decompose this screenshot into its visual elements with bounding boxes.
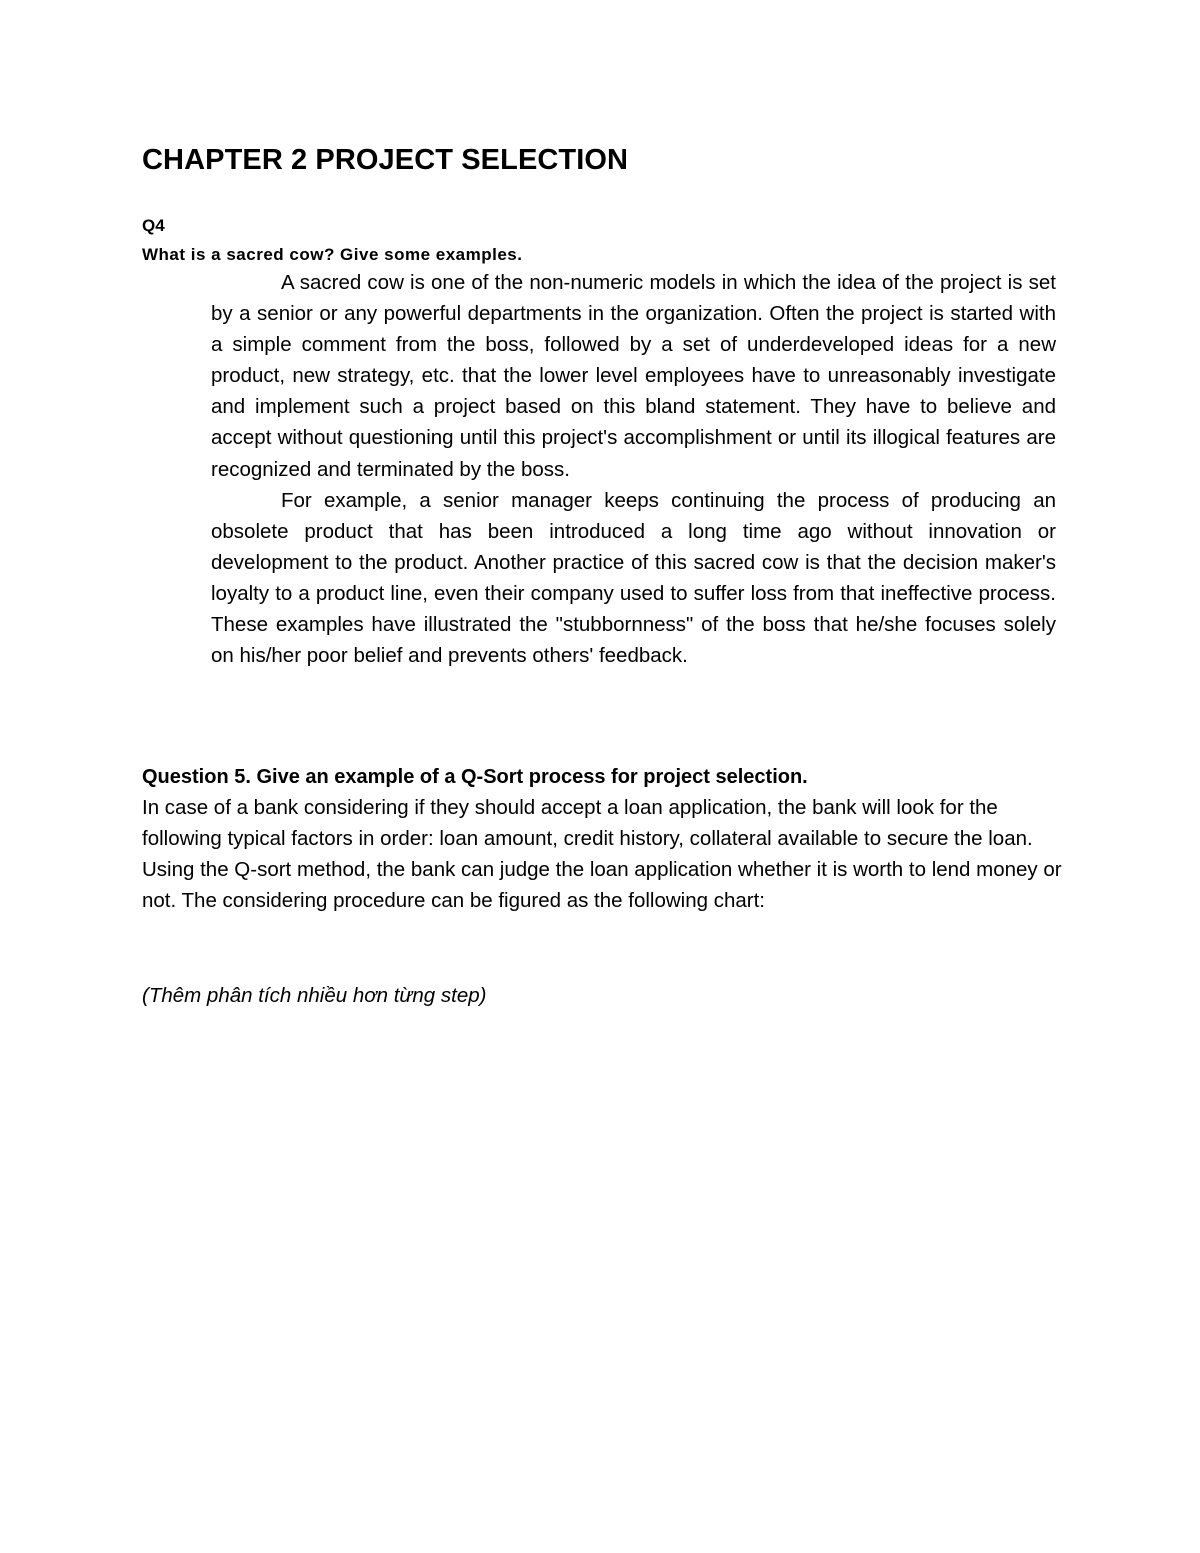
chapter-title: CHAPTER 2 PROJECT SELECTION — [142, 144, 629, 176]
q4-answer-paragraph-1: A sacred cow is one of the non-numeric models in which the idea of the project is set by a senior or any powerful departments in the organization. Often the project is started with a simple comment from the boss, followed by a set of underdeveloped ideas for a new product, new strategy, etc. that the lower level employees have to unreasonably investigate and implement such a project based on this bland statement. They have to believe and accept without questioning until this project's accomplishment or until its illogical features are recognized and terminated by the boss. — [211, 271, 1056, 481]
q4-label: Q4 — [142, 216, 165, 235]
q4-answer — [211, 267, 1056, 671]
q5-heading: Question 5. Give an example of a Q-Sort process for project selection. — [142, 766, 808, 788]
q5-body: In case of a bank considering if they should accept a loan application, the bank will look for the following typical factors in order: loan amount, credit history, collateral available to secure the loan. Using the Q-sort method, the bank can judge the loan application whether it is worth to lend money or not. The considering procedure can be figured as the following chart: — [142, 796, 1062, 913]
vietnamese-note: (Thêm phân tích nhiều hơn từng step) — [142, 984, 487, 1007]
q4-answer-paragraph-2: For example, a senior manager keeps continuing the process of producing an obsolete product that has been introduced a long time ago without innovation or development to the product. Another practice of this sacred cow is that the decision maker's loyalty to a product line, even their company used to suffer loss from that ineffective process. These examples have illustrated the "stubbornness" of the boss that he/she focuses solely on his/her poor belief and prevents others' feedback. — [211, 488, 1056, 668]
q4-question: What is a sacred cow? Give some examples. — [142, 245, 523, 264]
